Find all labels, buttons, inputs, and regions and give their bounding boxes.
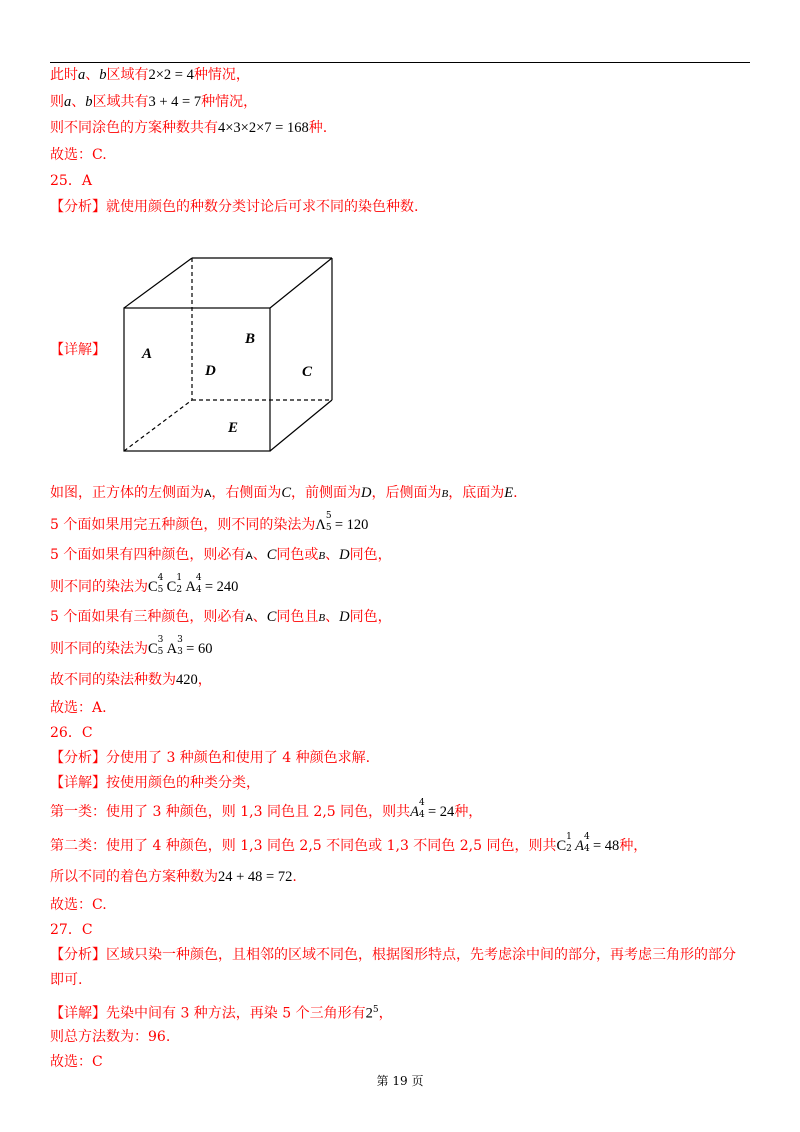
text-line-13: 故选：A.: [50, 700, 107, 716]
math-b: b: [85, 94, 93, 110]
analysis-26: 【分析】分使用了 3 种颜色和使用了 4 种颜色求解.: [50, 750, 371, 766]
cube-hidden-edge: [124, 400, 192, 451]
text-line-23: 则总方法数为：96.: [50, 1029, 171, 1045]
text: 区域有: [106, 67, 149, 83]
math-symbol: C: [148, 579, 158, 595]
text-line-9: [50, 573, 239, 596]
text: 种，: [454, 804, 483, 820]
question-number-26: 26．C: [50, 725, 93, 741]
math-expr: 2×2 = 4: [148, 67, 194, 83]
text: ，后侧面为: [371, 485, 442, 501]
text: ，底面为: [448, 485, 505, 501]
cube-front-face: [124, 308, 270, 451]
subscript: 5: [157, 585, 164, 595]
cube-label-a: A: [142, 346, 153, 362]
text-line-3: [50, 119, 327, 137]
cube-label-c: C: [302, 364, 313, 380]
subscript: 5: [157, 647, 164, 657]
text-line-12: [50, 671, 212, 689]
text: ，: [197, 672, 212, 688]
cube-label-b: B: [245, 331, 256, 347]
math-symbol: A: [575, 838, 584, 854]
cube-figure: [108, 250, 344, 460]
text: 同色或: [276, 547, 319, 563]
text-line-8: [50, 546, 392, 565]
text: 同色且: [276, 609, 319, 625]
text: 5 个面如果有三种颜色，则必有: [50, 609, 246, 625]
text: 、: [71, 94, 86, 110]
subscript: 3: [177, 647, 183, 657]
text: 、: [325, 609, 340, 625]
subscript: 4: [195, 585, 202, 595]
superscript: 4: [419, 798, 425, 808]
math-C: C: [266, 547, 277, 563]
question-number-27: 27．C: [50, 922, 93, 938]
math-symbol: C: [556, 838, 567, 854]
math-E: E: [504, 485, 514, 501]
math-A: A: [204, 488, 212, 500]
math-D: D: [339, 547, 350, 563]
text: 则不同涂色的方案种数共有: [50, 120, 218, 136]
text: 5 个面如果有四种颜色，则必有: [50, 547, 246, 563]
superscript: 5: [325, 511, 332, 521]
superscript: 4: [584, 832, 590, 842]
text-line-19: 故选：C.: [50, 897, 107, 913]
subscript: 2: [566, 844, 572, 854]
analysis-25: 【分析】就使用颜色的种数分类讨论后可求不同的染色种数.: [50, 199, 419, 215]
cube-edge: [124, 258, 192, 308]
text: .: [513, 485, 518, 501]
text-line-6: [50, 484, 518, 503]
subscript: 2: [176, 585, 183, 595]
text: 如图，正方体的左侧面为: [50, 485, 204, 501]
text: 第一类：使用了 3 种颜色，则 1,3 同色且 2,5 同色，则共: [50, 804, 411, 820]
math-a: a: [64, 94, 72, 110]
text: 则不同的染法为: [50, 641, 148, 657]
text: 种情况，: [193, 67, 250, 83]
superscript: 1: [566, 832, 572, 842]
text-line-4: 故选：C.: [50, 147, 107, 163]
text-line-1: [50, 66, 250, 84]
text: 、: [85, 67, 100, 83]
text-line-22: [50, 1001, 393, 1023]
text: 此时: [50, 67, 78, 83]
text: .: [292, 869, 297, 885]
superscript: 5: [372, 1005, 379, 1015]
text: 种情况，: [201, 94, 258, 110]
math-expr: 420: [176, 672, 198, 688]
math-B: B: [441, 488, 449, 500]
math-D: D: [361, 485, 372, 501]
math-C: C: [266, 609, 277, 625]
math-symbol: C: [148, 641, 158, 657]
cube-label-d: D: [205, 363, 216, 379]
math-expr: 24 + 48 = 72: [218, 869, 293, 885]
math-expr: 3 + 4 = 7: [148, 94, 202, 110]
math-C: C: [281, 485, 292, 501]
text-line-11: [50, 635, 213, 658]
cube-edge: [270, 258, 332, 308]
math-expr: = 48: [593, 838, 620, 854]
superscript: 3: [157, 635, 164, 645]
math-a: a: [78, 67, 86, 83]
text: 、: [325, 547, 340, 563]
superscript: 3: [177, 635, 183, 645]
text: 、: [252, 609, 267, 625]
text-line-17: [50, 832, 648, 855]
math-expr: = 240: [204, 579, 239, 595]
text: 故不同的染法种数为: [50, 672, 176, 688]
math-expr: = 120: [334, 517, 369, 533]
text-line-2: [50, 93, 257, 111]
math-B: B: [318, 550, 326, 562]
superscript: 1: [176, 573, 183, 583]
detail-26: 【详解】按使用颜色的种类分类，: [50, 775, 260, 791]
text: 第二类：使用了 4 种颜色，则 1,3 同色 2,5 不同色或 1,3 不同色 2,5 同色，则共: [50, 838, 557, 854]
cube-edge: [270, 400, 332, 451]
question-number-25: 25．A: [50, 173, 92, 189]
math-D: D: [339, 609, 350, 625]
subscript: 4: [419, 810, 425, 820]
text: 种，: [619, 838, 648, 854]
text: ，: [378, 1005, 393, 1022]
subscript: 5: [325, 523, 332, 533]
text-line-7: [50, 511, 369, 534]
math-symbol: C: [166, 579, 177, 595]
text: 同色，: [349, 547, 392, 563]
header-rule: [50, 62, 750, 63]
superscript: 4: [195, 573, 202, 583]
analysis-27: 【分析】区域只染一种颜色，且相邻的区域不同色，根据图形特点，先考虑涂中间的部分，再考虑三角形的部分: [50, 947, 736, 963]
text: ，右侧面为: [211, 485, 282, 501]
text: 则不同的染法为: [50, 579, 148, 595]
math-b: b: [99, 67, 107, 83]
subscript: 4: [584, 844, 590, 854]
text-line-18: [50, 868, 297, 886]
text: 种.: [308, 120, 328, 136]
math-expr: = 24: [428, 804, 455, 820]
text-line-24: 故选：C: [50, 1054, 103, 1070]
text: 所以不同的着色方案种数为: [50, 869, 218, 885]
text: 、: [252, 547, 267, 563]
math-B: B: [318, 612, 326, 624]
math-A: A: [245, 550, 253, 562]
math-symbol: Λ: [315, 517, 326, 533]
math-A: A: [245, 612, 253, 624]
detail-label-25: 【详解】: [50, 342, 106, 358]
text: 区域共有: [92, 94, 149, 110]
text-line-16: [50, 798, 483, 821]
text-line-10: [50, 608, 392, 627]
text: 5 个面如果用完五种颜色，则不同的染法为: [50, 517, 316, 533]
math-expr: = 60: [186, 641, 213, 657]
text: 则: [50, 94, 64, 110]
math-symbol: A: [185, 579, 196, 595]
cube-label-e: E: [228, 420, 239, 436]
math-symbol: A: [166, 641, 178, 657]
math-expr: 4×3×2×7 = 168: [218, 120, 309, 136]
text: ，前侧面为: [291, 485, 362, 501]
text: 同色，: [349, 609, 392, 625]
math-symbol: A: [410, 804, 419, 820]
superscript: 4: [157, 573, 164, 583]
text: 【详解】先染中间有 3 种方法，再染 5 个三角形有: [50, 1005, 366, 1022]
page-number: 第 19 页: [376, 1074, 424, 1088]
math-expr: 2: [365, 1005, 373, 1022]
analysis-27-cont: 即可.: [50, 972, 83, 988]
